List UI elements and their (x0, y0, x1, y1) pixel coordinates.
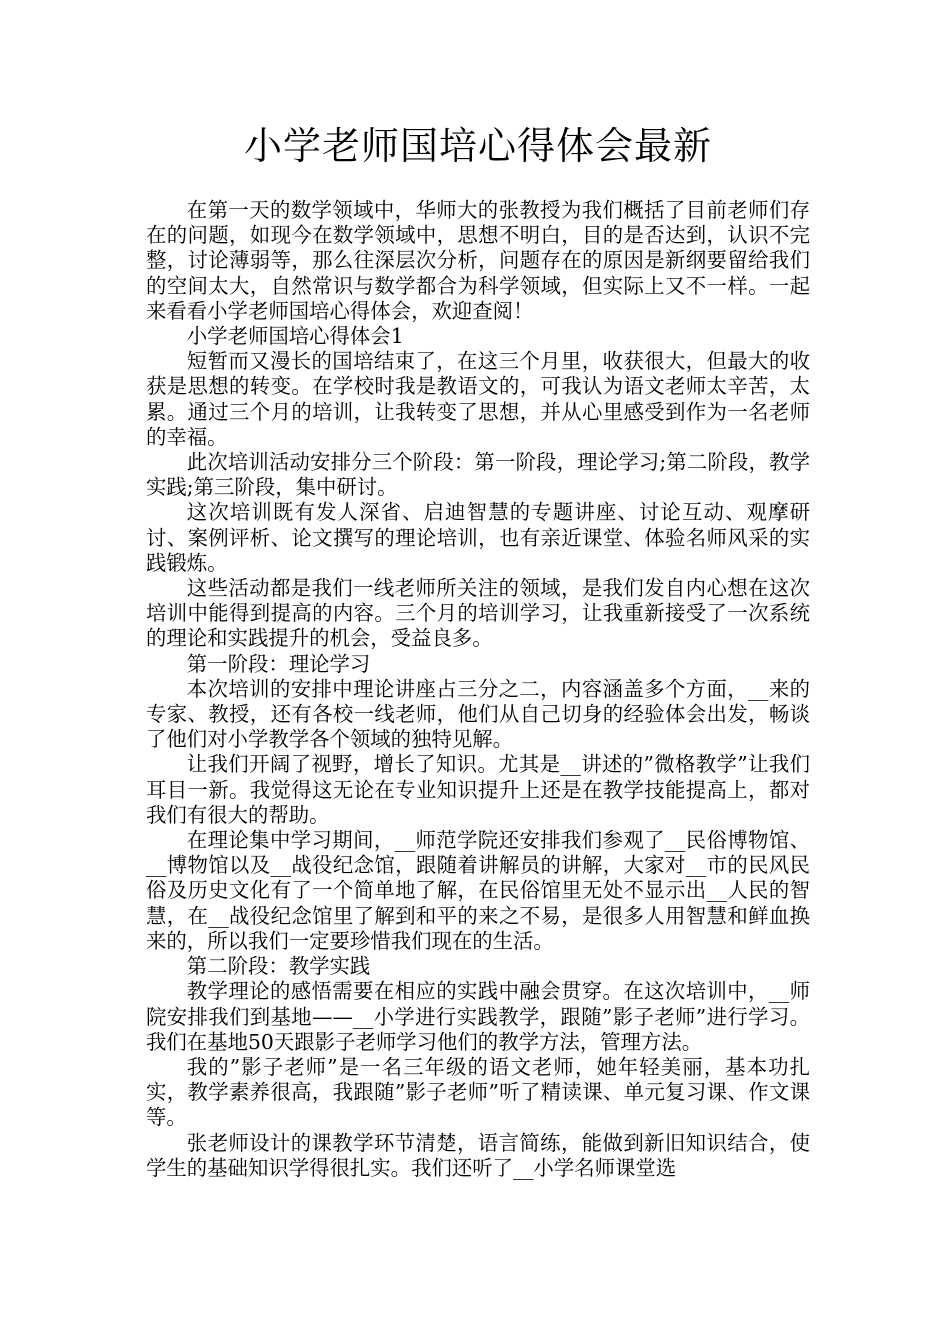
section-heading: 第二阶段：教学实践 (186, 954, 371, 979)
body-paragraph: 本次培训的安排中理论讲座占三分之二，内容涵盖多个方面，__来的专家、教授，还有各校一线老师，他们从自己切身的经验体会出发，畅谈了他们对小学教学各个领域的独特见解。 (146, 676, 810, 752)
body-paragraph: 短暂而又漫长的国培结束了，在这三个月里，收获很大，但最大的收获是思想的转变。在学校时我是教语文的，可我认为语文老师太辛苦，太累。通过三个月的培训，让我转变了思想，并从心里感受到作为一名老师的幸福。 (146, 349, 810, 449)
body-paragraph: 张老师设计的课教学环节清楚，语言简练，能做到新旧知识结合，使学生的基础知识学得很扎实。我们还听了__小学名师课堂选 (146, 1130, 810, 1180)
body-paragraph: 在理论集中学习期间，__师范学院还安排我们参观了__民俗博物馆、__博物馆以及__战役纪念馆，跟随着讲解员的讲解，大家对__市的民风民俗及历史文化有了一个简单地了解，在民俗馆里无处不显示出__人民的智慧，在__战役纪念馆里了解到和平的来之不易，是很多人用智慧和鲜血换来的，所以我们一定要珍惜我们现在的生活。 (146, 828, 810, 953)
body-paragraph: 这些活动都是我们一线老师所关注的领域，是我们发自内心想在这次培训中能得到提高的内容。三个月的培训学习，让我重新接受了一次系统的理论和实践提升的机会，受益良多。 (146, 576, 810, 651)
body-paragraph: 教学理论的感悟需要在相应的实践中融会贯穿。在这次培训中，__师院安排我们到基地——__小学进行实践教学，跟随”影子老师”进行学习。我们在基地50天跟影子老师学习他们的教学方法，管理方法。 (146, 979, 810, 1054)
section-heading: 小学老师国培心得体会1 (186, 324, 404, 349)
body-paragraph: 让我们开阔了视野，增长了知识。尤其是__讲述的”微格教学”让我们耳目一新。我觉得这无论在专业知识提升上还是在教学技能提高上，都对我们有很大的帮助。 (146, 752, 810, 827)
document-title: 小学老师国培心得体会最新 (243, 124, 712, 168)
body-paragraph: 我的”影子老师”是一名三年级的语文老师，她年轻美丽，基本功扎实，教学素养很高，我跟随”影子老师”听了精读课、单元复习课、作文课等。 (146, 1054, 810, 1130)
body-paragraph: 这次培训既有发人深省、启迪智慧的专题讲座、讨论互动、观摩研讨、案例评析、论文撰写的理论培训，也有亲近课堂、体验名师风采的实践锻炼。 (146, 500, 810, 575)
document-page (146, 118, 810, 1181)
section-heading: 第一阶段：理论学习 (186, 651, 371, 676)
body-paragraph: 在第一天的数学领域中，华师大的张教授为我们概括了目前老师们存在的问题，如现今在数学领域中，思想不明白，目的是否达到，认识不完整，讨论薄弱等，那么往深层次分析，问题存在的原因是新纲要留给我们的空间太大，自然常识与数学都合为科学领域，但实际上又不一样。一起来看看小学老师国培心得体会，欢迎查阅！ (146, 198, 810, 323)
document-body (146, 198, 810, 1181)
body-paragraph: 此次培训活动安排分三个阶段：第一阶段，理论学习;第二阶段，教学实践;第三阶段，集中研讨。 (146, 450, 810, 500)
